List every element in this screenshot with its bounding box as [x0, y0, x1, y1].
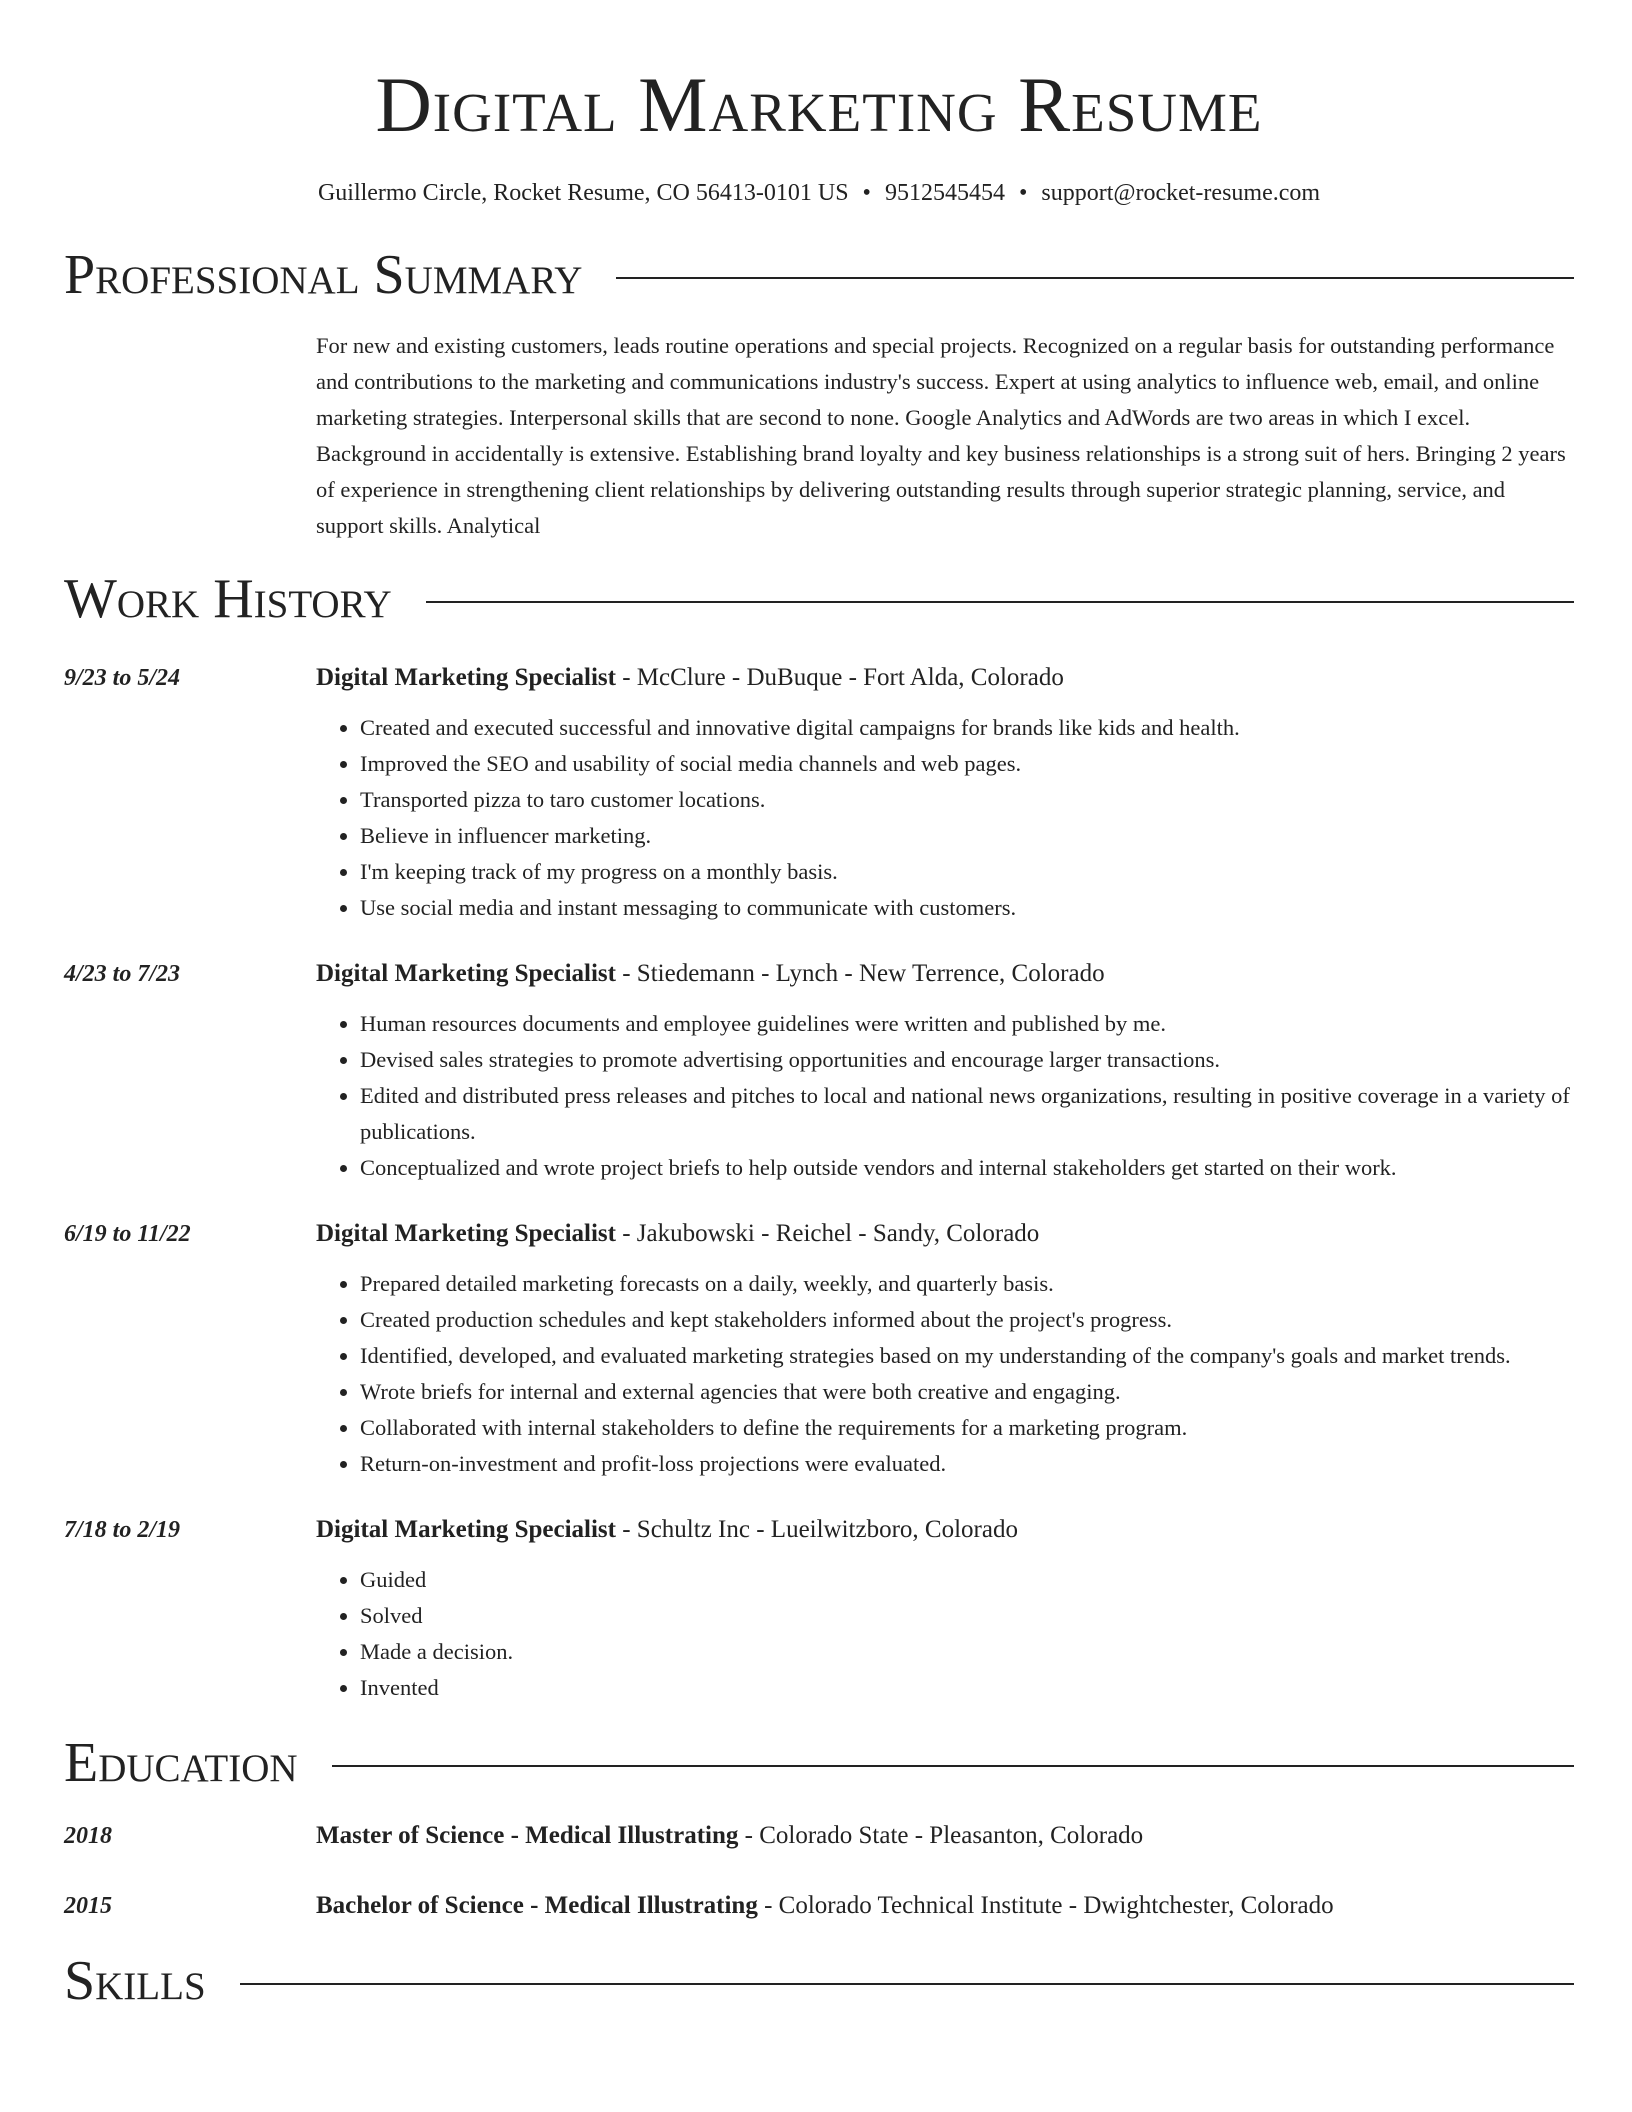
job-bullet: • Solved [360, 1598, 1574, 1634]
job-bullet: • Prepared detailed marketing forecasts on a daily, weekly, and quarterly basis. [360, 1266, 1574, 1302]
section-heading-work-history [64, 568, 1574, 630]
job-entry [64, 1216, 1574, 1482]
education-school: - Colorado State - Pleasanton, Colorado [738, 1822, 1144, 1849]
job-bullet: • Believe in influencer marketing. [360, 818, 1574, 854]
education-heading [316, 1888, 1574, 1924]
job-heading [316, 660, 1574, 696]
education-entry [64, 1888, 1574, 1924]
job-date: 4/23 to 7/23 [64, 961, 181, 987]
section-rule [332, 1765, 1574, 1767]
job-bullet: • Made a decision. [360, 1634, 1574, 1670]
job-body [316, 956, 1574, 1186]
job-date: 6/19 to 11/22 [64, 1221, 191, 1247]
job-entry [64, 956, 1574, 1186]
section-rule [426, 601, 1574, 603]
section-title: Education [64, 1732, 298, 1794]
job-title: Digital Marketing Specialist [316, 960, 616, 987]
contact-email: support@rocket-resume.com [1041, 180, 1321, 206]
contact-address: Guillermo Circle, Rocket Resume, CO 56413-0101 US [317, 180, 849, 206]
contact-phone: 9512545454 [884, 180, 1005, 206]
job-entry [64, 660, 1574, 926]
section-heading-education [64, 1732, 1574, 1794]
job-bullet: • Guided [360, 1562, 1574, 1598]
resume-page [64, 0, 1574, 2012]
job-bullets [316, 1266, 1574, 1482]
job-bullets [316, 1006, 1574, 1186]
summary-text: For new and existing customers, leads routine operations and special projects. Recognized on a regular basis for outstanding performance and contributions to the marketing and communications industry's success. Expert at using analytics to influence web, email, and online marketing strategies. Interpersonal skills that are second to none. Google Analytics and AdWords are two areas in which I excel. Background in accidentally is extensive. Establishing brand loyalty and key business relationships is a strong suit of hers. Bringing 2 years of experience in strengthening client relationships by delivering outstanding results through superior strategic planning, service, and support skills. Analytical [316, 333, 1566, 538]
job-bullet: • Created and executed successful and innovative digital campaigns for brands like kids and health. [360, 710, 1574, 746]
education-degree: Bachelor of Science - Medical Illustrating [316, 1892, 758, 1919]
job-heading [316, 1512, 1574, 1548]
education-body [316, 1888, 1574, 1924]
job-entry [64, 1512, 1574, 1706]
job-title: Digital Marketing Specialist [316, 1516, 616, 1543]
job-body [316, 660, 1574, 926]
job-bullet: • Use social media and instant messaging to communicate with customers. [360, 890, 1574, 926]
job-bullet: • Created production schedules and kept stakeholders informed about the project's progress. [360, 1302, 1574, 1338]
resume-title: Digital Marketing Resume [375, 61, 1263, 148]
job-body [316, 1216, 1574, 1482]
section-title: Skills [64, 1950, 206, 2012]
job-bullets [316, 1562, 1574, 1706]
job-bullet: • Improved the SEO and usability of social media channels and web pages. [360, 746, 1574, 782]
job-heading [316, 956, 1574, 992]
job-employer: - McClure - DuBuque - Fort Alda, Colorado [615, 664, 1064, 691]
job-title: Digital Marketing Specialist [316, 664, 616, 691]
job-employer: - Stiedemann - Lynch - New Terrence, Colorado [615, 960, 1105, 987]
job-title: Digital Marketing Specialist [316, 1220, 616, 1247]
job-bullets [316, 710, 1574, 926]
section-heading-summary [64, 244, 1574, 306]
section-rule [616, 277, 1574, 279]
education-date: 2018 [64, 1823, 112, 1849]
contact-separator: • [1018, 180, 1028, 206]
job-bullet: • Devised sales strategies to promote advertising opportunities and encourage larger transactions. [360, 1042, 1574, 1078]
education-entry [64, 1818, 1574, 1854]
job-bullet: • Collaborated with internal stakeholders to define the requirements for a marketing program. [360, 1410, 1574, 1446]
job-body [316, 1512, 1574, 1706]
job-employer: - Jakubowski - Reichel - Sandy, Colorado [615, 1220, 1040, 1247]
contact-separator: • [862, 180, 871, 206]
section-title: Professional Summary [64, 244, 583, 306]
job-date: 7/18 to 2/19 [64, 1517, 181, 1543]
section-title: Work History [64, 568, 392, 630]
job-employer: - Schultz Inc - Lueilwitzboro, Colorado [615, 1516, 1018, 1543]
job-bullet: • Invented [360, 1670, 1574, 1706]
job-bullet: • Transported pizza to taro customer locations. [360, 782, 1574, 818]
section-rule [240, 1983, 1574, 1985]
job-bullet: • Conceptualized and wrote project briefs to help outside vendors and internal stakeholders get started on their work. [360, 1150, 1574, 1186]
job-bullet: • Edited and distributed press releases and pitches to local and national news organizations, resulting in positive coverage in a variety of publications. [360, 1078, 1574, 1150]
job-bullet: • Return-on-investment and profit-loss projections were evaluated. [360, 1446, 1574, 1482]
education-degree: Master of Science - Medical Illustrating [316, 1822, 739, 1849]
job-bullet: • Wrote briefs for internal and external agencies that were both creative and engaging. [360, 1374, 1574, 1410]
education-heading [316, 1818, 1574, 1854]
education-body [316, 1818, 1574, 1854]
job-heading [316, 1216, 1574, 1252]
job-date: 9/23 to 5/24 [64, 665, 181, 691]
job-bullet: • I'm keeping track of my progress on a monthly basis. [360, 854, 1574, 890]
job-bullet: • Human resources documents and employee guidelines were written and published by me. [360, 1006, 1574, 1042]
job-bullet: • Identified, developed, and evaluated marketing strategies based on my understanding of the company's goals and market trends. [360, 1338, 1574, 1374]
education-school: - Colorado Technical Institute - Dwightchester, Colorado [757, 1892, 1334, 1919]
section-heading-skills [64, 1950, 1574, 2012]
contact-line [64, 178, 1574, 208]
education-date: 2015 [64, 1893, 112, 1919]
